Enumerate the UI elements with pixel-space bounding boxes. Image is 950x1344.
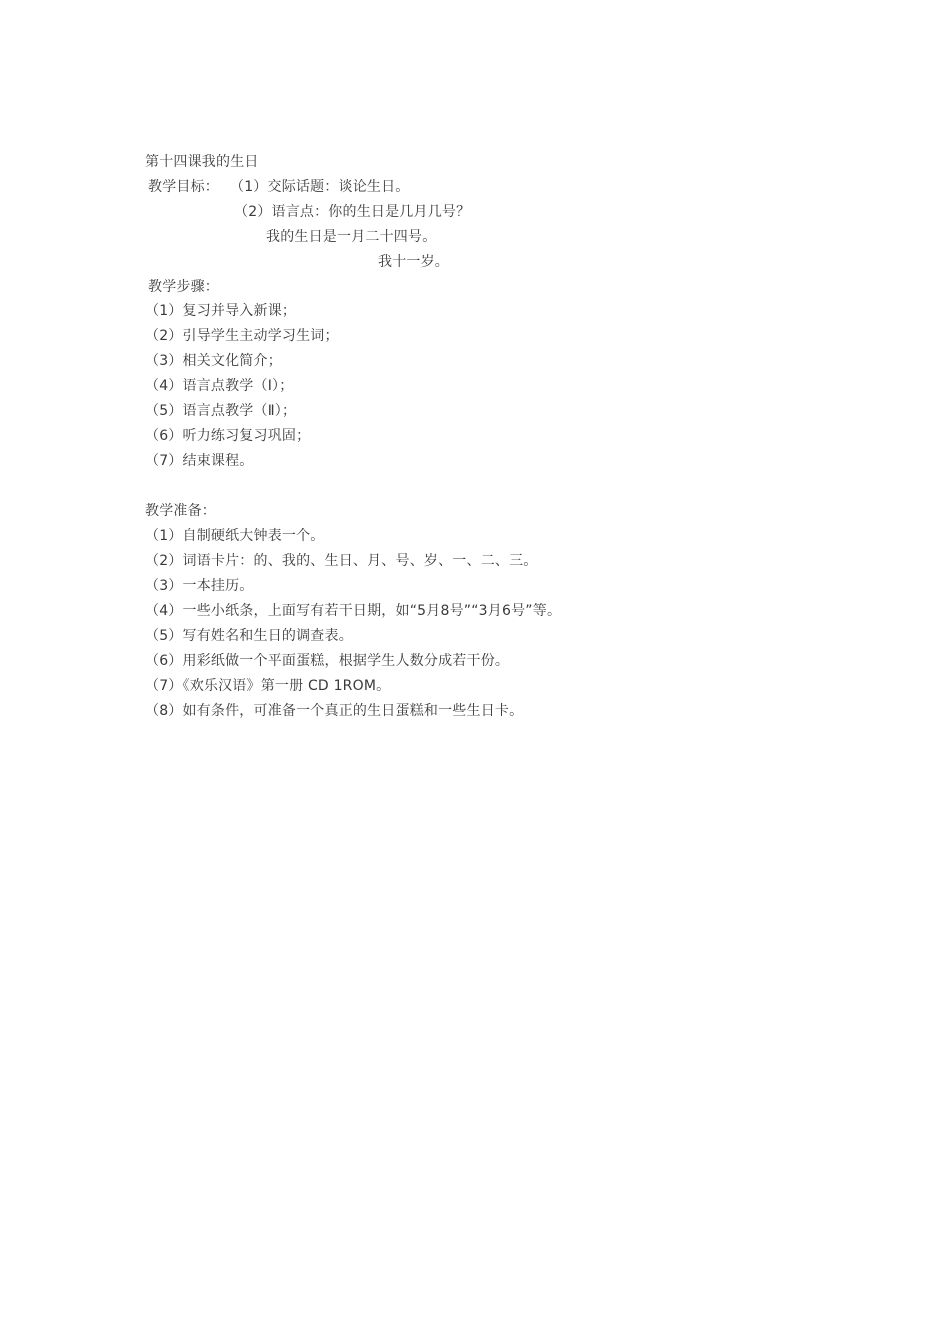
prep-item: （8）如有条件，可准备一个真正的生日蛋糕和一些生日卡。 (145, 703, 524, 719)
objective-2-example-1: 我的生日是一月二十四号。 (266, 229, 437, 245)
step-item: （4）语言点教学（Ⅰ）； (145, 378, 294, 394)
prep-item: （7）《欢乐汉语》第一册 CD 1ROM。 (145, 678, 391, 694)
step-item: （3）相关文化简介； (145, 353, 282, 369)
prep-item: （2）词语卡片：的、我的、生日、月、号、岁、一、二、三。 (145, 553, 538, 569)
prep-item: （4）一些小纸条，上面写有若干日期，如“5月8号”“3月6号”等。 (145, 603, 562, 619)
step-item: （2）引导学生主动学习生词； (145, 328, 339, 344)
prep-item: （5）写有姓名和生日的调查表。 (145, 628, 353, 644)
step-item: （6）听力练习复习巩固； (145, 428, 311, 444)
steps-label: 教学步骤： (148, 279, 219, 295)
step-item: （5）语言点教学（Ⅱ）； (145, 403, 297, 419)
objective-1: （1）交际话题：谈论生日。 (230, 179, 410, 195)
objectives-label: 教学目标： (148, 179, 219, 195)
step-item: （7）结束课程。 (145, 453, 254, 469)
objective-2: （2）语言点：你的生日是几月几号？ (234, 204, 471, 220)
objective-2-example-2: 我十一岁。 (378, 254, 449, 270)
step-item: （1）复习并导入新课； (145, 303, 297, 319)
prep-item: （6）用彩纸做一个平面蛋糕，根据学生人数分成若干份。 (145, 653, 510, 669)
prep-list (145, 526, 561, 726)
prep-item: （1）自制硬纸大钟表一个。 (145, 528, 325, 544)
lesson-title: 第十四课我的生日 (145, 154, 259, 170)
prep-label: 教学准备： (145, 503, 216, 519)
prep-item: （3）一本挂历。 (145, 578, 254, 594)
steps-list (145, 301, 339, 476)
